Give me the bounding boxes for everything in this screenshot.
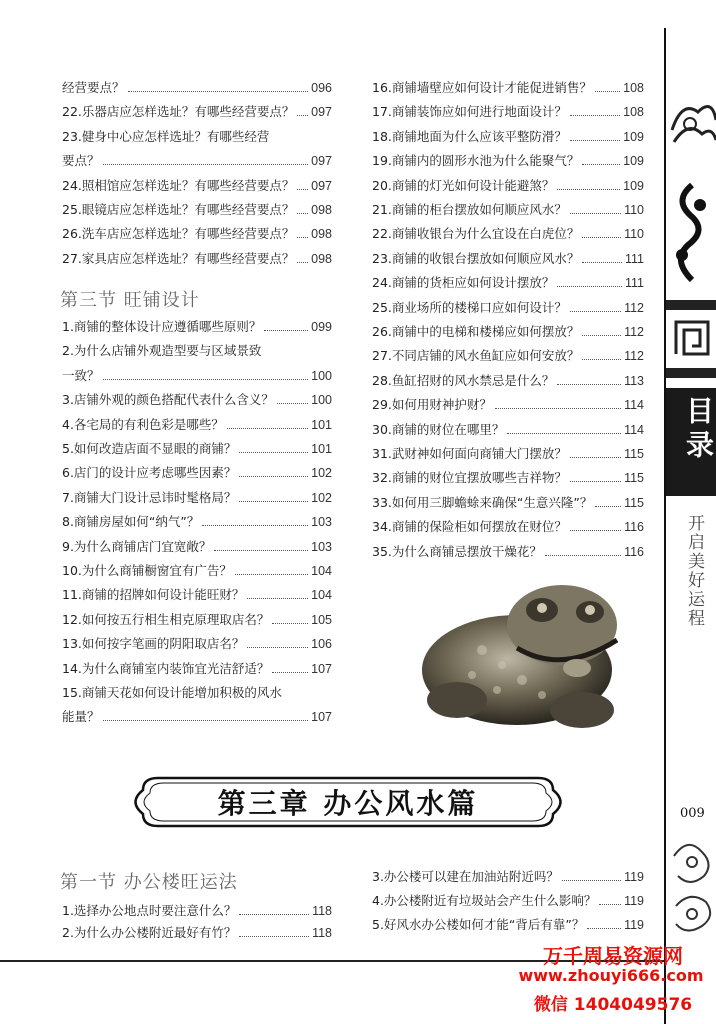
dot-leader	[202, 525, 308, 526]
toc-entry	[372, 543, 644, 561]
toc-entry-page: 098	[311, 227, 332, 242]
toc-entry	[372, 128, 644, 146]
toc-entry-page: 110	[624, 203, 644, 217]
toc-entry-title: 能量？	[62, 709, 100, 725]
toc-entry-title: 5.好风水办公楼如何才能“背后有靠”？	[372, 917, 585, 932]
chapter-title: 第三章 办公风水篇	[217, 787, 479, 820]
toc-entry-page: 112	[624, 300, 644, 315]
dot-leader	[570, 213, 621, 214]
toc-entry-page: 111	[624, 251, 644, 266]
toc-entry-page: 115	[624, 471, 644, 486]
toc-entry	[62, 440, 332, 458]
toc-entry	[372, 892, 644, 910]
dot-leader	[557, 384, 621, 385]
toc-entry-page: 098	[311, 203, 332, 217]
toc-entry-title: 11.商铺的招牌如何设计能旺财？	[62, 587, 245, 603]
toc-entry-page: 107	[311, 710, 332, 725]
toc-entry	[372, 79, 644, 97]
toc-entry-page: 109	[623, 178, 644, 193]
toc-entry-page: 109	[623, 154, 644, 169]
toc-entry-title: 25.商业场所的楼梯口应如何设计？	[372, 299, 567, 315]
toc-entry-page: 118	[312, 904, 332, 918]
dot-leader	[277, 403, 308, 404]
toc-entry-title: 33.如何用三脚蟾蜍来确保“生意兴隆”？	[372, 494, 593, 510]
toc-entry	[372, 347, 644, 365]
dot-leader	[103, 379, 309, 380]
toc-entry	[62, 684, 332, 702]
toc-entry	[62, 367, 332, 385]
toc-entry-page: 107	[311, 661, 332, 676]
toc-entry	[372, 103, 644, 121]
dot-leader	[570, 457, 621, 458]
toc-entry	[372, 916, 644, 934]
toc-entry-page: 112	[624, 325, 644, 339]
toc-entry-page: 119	[624, 894, 644, 908]
toc-entry	[62, 416, 332, 434]
toc-entry-title: 3.店铺外观的颜色搭配代表什么含义？	[62, 392, 274, 408]
toc-entry	[62, 538, 332, 556]
toc-entry-page: 106	[311, 637, 332, 652]
page-number: 009	[680, 806, 705, 821]
toc-entry	[372, 299, 644, 317]
dot-leader	[239, 914, 309, 915]
toc-entry	[62, 318, 332, 336]
toc-entry-title: 一致？	[62, 367, 100, 383]
toc-entry	[62, 708, 332, 726]
dot-leader	[570, 481, 621, 482]
toc-entry-title: 19.商铺内的圆形水池为什么能聚气？	[372, 153, 580, 169]
dot-leader	[297, 237, 308, 238]
dot-leader	[587, 928, 621, 929]
dot-leader	[297, 115, 308, 116]
toc-entry-page: 109	[623, 129, 644, 144]
toc-entry-title: 12.如何按五行相生相克原理取店名？	[62, 611, 270, 627]
toc-entry-title: 7.商铺大门设计忌讳时髦格局？	[62, 489, 237, 505]
toc-entry-page: 100	[311, 393, 332, 408]
toc-entry-title: 6.店门的设计应考虑哪些因素？	[62, 465, 237, 481]
toc-entry-page: 096	[311, 81, 332, 95]
toc-entry-title: 2.为什么办公楼附近最好有竹？	[62, 925, 237, 940]
toc-entry-page: 110	[624, 227, 644, 242]
dot-leader	[595, 506, 621, 507]
toc-entry	[62, 562, 332, 580]
dot-leader	[545, 555, 621, 556]
toc-entry-page: 104	[311, 588, 332, 603]
toc-entry-title: 24.商铺的货柜应如何设计摆放？	[372, 275, 555, 291]
toc-entry-page: 115	[624, 447, 644, 461]
dot-leader	[239, 476, 308, 477]
dot-leader	[599, 904, 621, 905]
toc-entry-page: 098	[311, 251, 332, 266]
toc-entry-page: 101	[311, 442, 332, 456]
dot-leader	[297, 189, 308, 190]
toc-entry	[372, 372, 644, 390]
toc-entry-page: 119	[624, 870, 644, 884]
toc-entry-title: 1.选择办公地点时要注意什么？	[62, 903, 237, 918]
toc-entry	[62, 177, 332, 195]
dot-leader	[239, 936, 309, 937]
toc-entry	[62, 660, 332, 678]
toc-entry	[62, 201, 332, 219]
dot-leader	[570, 140, 620, 141]
toc-entry-page: 118	[312, 926, 332, 940]
toc-entry-page: 097	[311, 178, 332, 193]
toc-entry-title: 28.鱼缸招财的风水禁忌是什么？	[372, 372, 555, 388]
toc-entry-page: 100	[311, 368, 332, 383]
dot-leader	[582, 262, 622, 263]
dot-leader	[495, 408, 621, 409]
toc-entry-page: 116	[624, 520, 644, 535]
dot-leader	[264, 330, 308, 331]
watermark-line3: 微信 1404049576	[533, 995, 693, 1015]
toc-entry-page: 104	[311, 564, 332, 578]
toc-entry-title: 5.如何改造店面不显眼的商铺？	[62, 441, 237, 456]
toc-entry-page: 097	[311, 105, 332, 120]
toc-entry-page: 103	[311, 515, 332, 530]
toc-entry-page: 102	[311, 466, 332, 481]
toc-entry	[372, 494, 644, 512]
toc-entry-title: 29.如何用财神护财？	[372, 397, 492, 413]
toc-entry-title: 14.为什么商铺室内装饰宜光洁舒适？	[62, 660, 270, 676]
toc-entry	[62, 225, 332, 243]
dot-leader	[582, 359, 621, 360]
toc-entry-page: 113	[624, 373, 644, 388]
cloud-ornament-top	[668, 90, 716, 170]
toc-entry-page: 108	[623, 81, 644, 95]
toc-entry-page: 099	[311, 320, 332, 334]
dot-leader	[103, 720, 309, 721]
toc-entry-page: 114	[624, 398, 644, 413]
dot-leader	[582, 237, 621, 238]
toc-entry-title: 34.商铺的保险柜如何摆放在财位？	[372, 519, 567, 535]
dot-leader	[247, 598, 308, 599]
toc-entry	[62, 902, 332, 920]
section1-title: 第一节 办公楼旺运法	[60, 872, 238, 893]
toc-entry-title: 25.眼镜店应怎样选址？有哪些经营要点？	[62, 202, 295, 217]
toc-entry-page: 111	[624, 276, 644, 291]
toc-entry	[62, 586, 332, 604]
toc-entry-page: 097	[311, 154, 332, 169]
toc-entry	[62, 128, 332, 146]
toc-entry	[372, 323, 644, 341]
toc-entry-title: 21.商铺的柜台摆放如何顺应风水？	[372, 202, 567, 217]
toc-entry	[372, 274, 644, 292]
toc-entry	[62, 342, 332, 360]
dot-leader	[507, 433, 621, 434]
toc-entry-title: 8.商铺房屋如何“纳气”？	[62, 514, 200, 530]
dot-leader	[103, 164, 309, 165]
toc-entry-page: 119	[624, 918, 644, 932]
toc-entry-title: 31.武财神如何面向商铺大门摆放？	[372, 446, 567, 461]
toc-entry	[62, 79, 332, 97]
toc-entry-title: 20.商铺的灯光如何设计能避煞？	[372, 177, 555, 193]
dot-leader	[247, 647, 308, 648]
chapter-banner	[128, 772, 568, 832]
toc-entry	[372, 421, 644, 439]
toc-entry-page: 112	[624, 349, 644, 364]
toc-entry-title: 经营要点？	[62, 80, 125, 95]
toc-entry-title: 22.商铺收银台为什么宜设在白虎位？	[372, 226, 580, 242]
toc-entry	[372, 396, 644, 414]
sidebar-label-sub: 开启美好运程	[684, 514, 704, 628]
dot-leader	[570, 311, 621, 312]
toc-entry-title: 1.商铺的整体设计应遵循哪些原则？	[62, 319, 262, 334]
toc-entry	[372, 201, 644, 219]
dot-leader	[570, 530, 621, 531]
toc-entry-title: 32.商铺的财位宜摆放哪些吉祥物？	[372, 470, 567, 486]
toc-entry-title: 9.为什么商铺店门宜宽敞？	[62, 538, 212, 554]
dot-leader	[227, 428, 308, 429]
toc-entry	[62, 464, 332, 482]
dot-leader	[214, 550, 308, 551]
section3-title: 第三节 旺铺设计	[60, 290, 200, 311]
toc-entry-title: 22.乐器店应怎样选址？有哪些经营要点？	[62, 104, 295, 120]
sidebar-hband-1	[666, 300, 716, 310]
toc-entry-page: 101	[311, 417, 332, 432]
toc-entry-title: 23.健身中心应怎样选址？有哪些经营	[62, 128, 270, 144]
toc-entry-title: 27.不同店铺的风水鱼缸应如何安放？	[372, 348, 580, 364]
dot-leader	[582, 335, 621, 336]
toc-entry-title: 23.商铺的收银台摆放如何顺应风水？	[372, 250, 580, 266]
dot-leader	[272, 623, 308, 624]
dot-leader	[297, 262, 308, 263]
toc-entry	[372, 225, 644, 243]
toc-entry-title: 4.各宅局的有利色彩是哪些？	[62, 416, 224, 432]
toc-entry-title: 16.商铺墙壁应如何设计才能促进销售？	[372, 80, 592, 95]
dot-leader	[582, 164, 620, 165]
scroll-ornament	[670, 180, 714, 290]
dot-leader	[557, 189, 620, 190]
toc-entry	[62, 489, 332, 507]
toc-entry-title: 27.家具店应怎样选址？有哪些经营要点？	[62, 250, 295, 266]
toc-entry-page: 115	[624, 495, 644, 510]
toc-entry-title: 15.商铺天花如何设计能增加积极的风水	[62, 685, 282, 700]
dot-leader	[239, 501, 308, 502]
toc-entry-title: 26.洗车店应怎样选址？有哪些经营要点？	[62, 226, 295, 242]
toc-entry	[62, 611, 332, 629]
toc-entry-page: 114	[624, 422, 644, 437]
cloud-ornament-bottom	[668, 836, 716, 946]
dot-leader	[570, 115, 620, 116]
toc-entry-title: 24.照相馆应怎样选址？有哪些经营要点？	[62, 177, 295, 193]
toc-entry	[372, 177, 644, 195]
toc-entry-title: 4.办公楼附近有垃圾站会产生什么影响？	[372, 893, 597, 908]
dot-leader	[595, 91, 620, 92]
watermark-line1: 万千周易资源网	[543, 944, 683, 968]
toc-entry-page: 102	[311, 490, 332, 505]
dot-leader	[272, 672, 308, 673]
watermark-line2: www.zhouyi666.com	[518, 966, 704, 985]
toc-entry-title: 18.商铺地面为什么应该平整防滑？	[372, 128, 567, 144]
toc-entry-title: 30.商铺的财位在哪里？	[372, 421, 505, 437]
toc-entry	[372, 518, 644, 536]
toc-entry-title: 17.商铺装饰应如何进行地面设计？	[372, 104, 567, 120]
right-sidebar	[664, 0, 716, 1024]
toc-entry	[62, 250, 332, 268]
toc-entry	[372, 152, 644, 170]
dot-leader	[297, 213, 308, 214]
toc-entry-page: 103	[311, 539, 332, 554]
toc-entry	[62, 391, 332, 409]
toc-entry-page: 108	[623, 105, 644, 120]
toc-entry	[62, 513, 332, 531]
toad-figurine-image	[412, 570, 634, 740]
toc-entry-title: 35.为什么商铺忌摆放干燥花？	[372, 543, 542, 559]
toc-entry-title: 26.商铺中的电梯和楼梯应如何摆放？	[372, 324, 580, 339]
toc-entry-title: 要点？	[62, 153, 100, 169]
toc-entry-title: 13.如何按字笔画的阴阳取店名？	[62, 636, 245, 652]
toc-entry	[62, 152, 332, 170]
sidebar-label-main: 目录	[682, 396, 715, 464]
toc-entry	[372, 445, 644, 463]
toc-entry	[372, 250, 644, 268]
dot-leader	[239, 452, 308, 453]
toc-entry-page: 116	[624, 544, 644, 559]
dot-leader	[235, 574, 308, 575]
toc-entry	[62, 924, 332, 942]
toc-entry-title: 2.为什么店铺外观造型要与区域景致	[62, 343, 262, 359]
toc-entry	[62, 103, 332, 121]
toc-entry	[372, 868, 644, 886]
toc-entry	[372, 469, 644, 487]
dot-leader	[557, 286, 622, 287]
toc-entry-title: 10.为什么商铺橱窗宜有广告？	[62, 563, 232, 578]
toc-entry-page: 105	[311, 612, 332, 627]
toc-entry	[62, 635, 332, 653]
sidebar-hband-2	[666, 368, 716, 378]
dot-leader	[128, 91, 309, 92]
toc-entry-title: 3.办公楼可以建在加油站附近吗？	[372, 869, 559, 884]
meander-pattern	[672, 318, 712, 358]
sidebar-left-border	[664, 28, 666, 1024]
dot-leader	[562, 880, 621, 881]
